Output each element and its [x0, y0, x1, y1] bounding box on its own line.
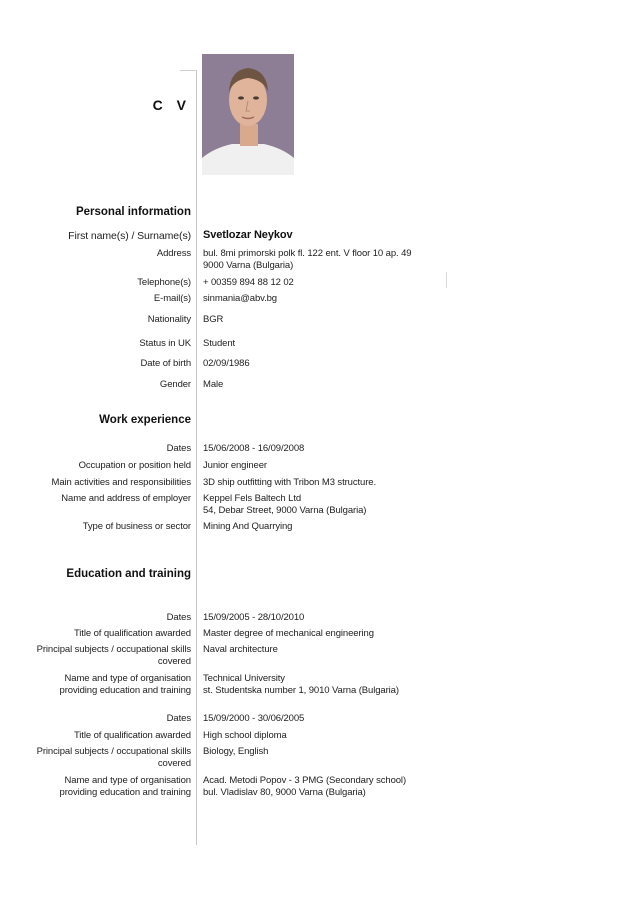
- label-edu1-subjects: Principal subjects / occupational skills: [36, 644, 191, 655]
- label-employer: Name and address of employer: [61, 493, 191, 504]
- value-gender: Male: [203, 379, 224, 390]
- value-employer-address: 54, Debar Street, 9000 Varna (Bulgaria): [203, 505, 367, 516]
- value-business-type: Mining And Quarrying: [203, 521, 293, 532]
- label-edu2-dates: Dates: [166, 713, 191, 724]
- value-name: Svetlozar Neykov: [203, 229, 293, 241]
- value-edu1-subjects: Naval architecture: [203, 644, 278, 655]
- label-edu2-subjects: Principal subjects / occupational skills: [36, 746, 191, 757]
- label-edu1-dates: Dates: [166, 612, 191, 623]
- section-heading-education: Education and training: [66, 568, 191, 580]
- label-work-dates: Dates: [166, 443, 191, 454]
- value-email[interactable]: sinmania@abv.bg: [203, 293, 277, 304]
- label-occupation: Occupation or position held: [78, 460, 191, 471]
- value-status: Student: [203, 338, 236, 349]
- value-edu2-subjects: Biology, English: [203, 746, 269, 757]
- label-email: E-mail(s): [153, 293, 191, 304]
- divider-vertical: [196, 70, 197, 845]
- label-edu1-organisation-line2: providing education and training: [59, 685, 191, 696]
- label-nationality: Nationality: [147, 314, 191, 325]
- label-edu2-subjects-line2: covered: [157, 758, 191, 769]
- value-edu1-dates: 15/09/2005 - 28/10/2010: [203, 612, 305, 623]
- profile-photo: [202, 54, 294, 175]
- section-heading-work: Work experience: [99, 414, 191, 426]
- divider-phone-right: [446, 272, 447, 288]
- label-edu1-subjects-line2: covered: [157, 656, 191, 667]
- value-activities: 3D ship outfitting with Tribon M3 structure.: [203, 477, 377, 488]
- value-dob: 02/09/1986: [203, 358, 250, 369]
- value-edu2-dates: 15/09/2000 - 30/06/2005: [203, 713, 305, 724]
- label-name: First name(s) / Surname(s): [68, 230, 191, 242]
- value-occupation: Junior engineer: [203, 460, 267, 471]
- label-status: Status in UK: [139, 338, 191, 349]
- label-activities: Main activities and responsibilities: [51, 477, 191, 488]
- value-edu2-organisation: Acad. Metodi Popov - 3 PMG (Secondary school): [203, 775, 407, 786]
- value-telephone: + 00359 894 88 12 02: [203, 277, 294, 288]
- divider-top: [180, 70, 197, 71]
- value-nationality: BGR: [203, 314, 224, 325]
- value-edu1-organisation-address: st. Studentska number 1, 9010 Varna (Bulgaria): [203, 685, 399, 696]
- label-edu2-qualification: Title of qualification awarded: [73, 730, 191, 741]
- value-employer: Keppel Fels Baltech Ltd: [203, 493, 302, 504]
- label-edu2-organisation: Name and type of organisation: [64, 775, 191, 786]
- label-dob: Date of birth: [140, 358, 191, 369]
- value-edu1-organisation: Technical University: [203, 673, 285, 684]
- cv-title: C V: [152, 97, 191, 113]
- value-edu2-qualification: High school diploma: [203, 730, 287, 741]
- value-work-dates: 15/06/2008 - 16/09/2008: [203, 443, 305, 454]
- value-address-line2: 9000 Varna (Bulgaria): [203, 260, 294, 271]
- section-heading-personal: Personal information: [75, 206, 191, 218]
- label-edu1-organisation: Name and type of organisation: [64, 673, 191, 684]
- label-address: Address: [156, 248, 191, 259]
- label-edu1-qualification: Title of qualification awarded: [73, 628, 191, 639]
- label-edu2-organisation-line2: providing education and training: [59, 787, 191, 798]
- value-edu2-organisation-address: bul. Vladislav 80, 9000 Varna (Bulgaria): [203, 787, 366, 798]
- label-gender: Gender: [159, 379, 191, 390]
- value-edu1-qualification: Master degree of mechanical engineering: [203, 628, 374, 639]
- value-address: bul. 8mi primorski polk fl. 122 ent. V floor 10 ap. 49: [203, 248, 412, 259]
- label-telephone: Telephone(s): [137, 277, 191, 288]
- label-business-type: Type of business or sector: [82, 521, 191, 532]
